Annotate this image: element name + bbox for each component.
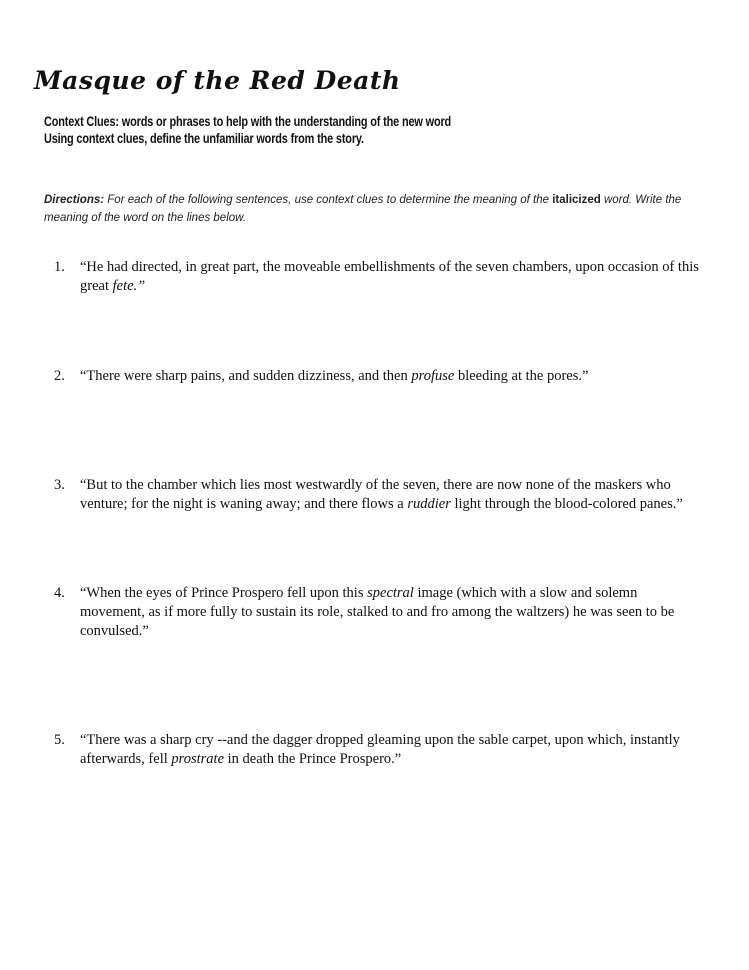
directions-bold-word: italicized	[552, 194, 601, 206]
item-text: “There were sharp pains, and sudden dizziness, and then	[80, 368, 412, 384]
item-text-end: light through the blood-colored panes.”	[450, 496, 683, 512]
item-text-end: in death the Prince Prospero.”	[224, 751, 402, 767]
item-number: 5.	[54, 732, 65, 748]
question-item-5	[54, 731, 704, 769]
item-vocab-word: ruddier	[407, 496, 451, 512]
item-number: 3.	[54, 477, 65, 493]
directions	[44, 191, 714, 227]
question-item-2	[54, 367, 704, 386]
item-vocab-word: fete.”	[112, 278, 146, 294]
item-vocab-word: profuse	[411, 368, 455, 384]
item-number: 2.	[54, 368, 65, 384]
item-text: “There was a sharp cry --and the dagger dropped gleaming upon the sable carpet, upon which, instantly afterwards, fell	[80, 732, 680, 767]
item-text-end: bleeding at the pores.”	[454, 368, 589, 384]
directions-text-end: word. Write the meaning of the word on the lines below.	[44, 194, 682, 224]
item-text: “But to the chamber which lies most westwardly of the seven, there are now none of the maskers who venture; for the night is waning away; and there flows a	[80, 477, 671, 512]
item-number: 4.	[54, 585, 65, 601]
item-vocab-word: prostrate	[171, 751, 225, 767]
item-text-end: image (which with a slow and solemn movement, as if more fully to sustain its role, stalked to and fro among the waltzers) he was seen to be convulsed.”	[80, 585, 675, 639]
page-title: Masque of the Red Death	[34, 66, 401, 95]
directions-text: For each of the following sentences, use context clues to determine the meaning of the	[104, 194, 553, 206]
item-vocab-word: spectral	[367, 585, 414, 601]
directions-label: Directions:	[44, 194, 105, 206]
item-text: “When the eyes of Prince Prospero fell upon this	[80, 585, 368, 601]
question-item-1	[54, 258, 704, 296]
subtitle-line-1: Context Clues: words or phrases to help with the understanding of the new word	[44, 113, 452, 129]
question-item-4	[54, 584, 704, 641]
question-item-3	[54, 476, 704, 514]
item-text: “He had directed, in great part, the moveable embellishments of the seven chambers, upon occasion of this great	[80, 259, 699, 294]
subtitle-line-2: Using context clues, define the unfamiliar words from the story.	[44, 130, 364, 146]
item-number: 1.	[54, 259, 65, 275]
